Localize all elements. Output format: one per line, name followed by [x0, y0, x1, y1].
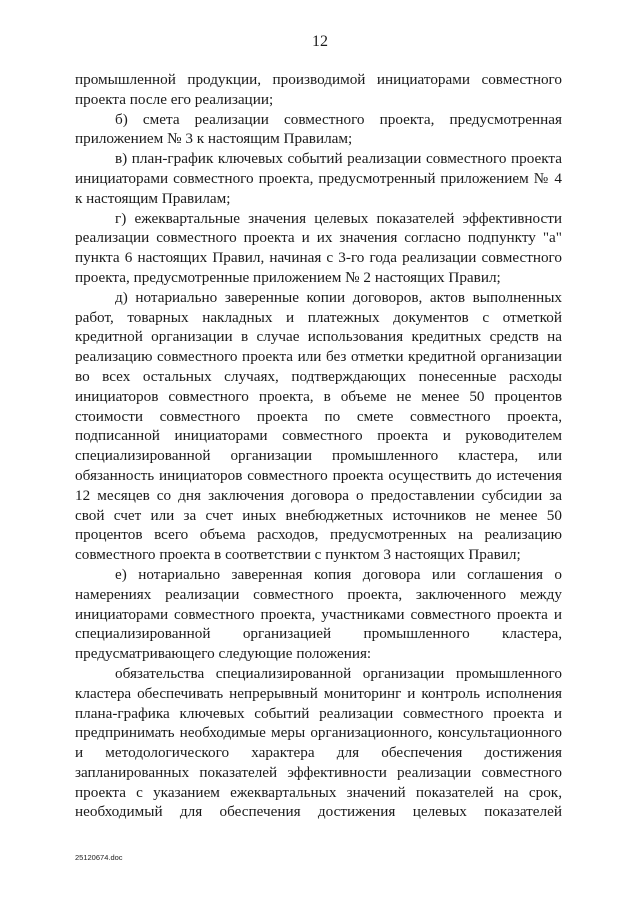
document-filename: 25120674.doc: [75, 853, 123, 862]
paragraph-item-e: е) нотариально заверенная копия договора или соглашения о намерениях реализации совместного проекта, заключенного между инициаторами совместного проекта, участниками совместного проекта и специализированной организацией промышленного кластера, предусматривающего следующие положения:: [75, 565, 562, 663]
paragraph-item-b: б) смета реализации совместного проекта, предусмотренная приложением № 3 к настоящим Правилам;: [75, 110, 562, 148]
page-number: 12: [312, 33, 328, 50]
paragraph-item-g: г) ежеквартальные значения целевых показателей эффективности реализации совместного проекта и их значения согласно подпункту "а" пункта 6 настоящих Правил, начиная с 3-го года реализации совместного проекта, предусмотренные приложением № 2 настоящих Правил;: [75, 209, 562, 286]
document-body: [75, 70, 562, 822]
paragraph-continuation: промышленной продукции, производимой инициаторами совместного проекта после его реализации;: [75, 71, 562, 108]
paragraph-obligations: обязательства специализированной организации промышленного кластера обеспечивать непрерывный мониторинг и контроль исполнения плана-графика ключевых событий реализации совместного проекта и предпринимать необходимые меры организационного, консультационного и методологического характера для обеспечения достижения запланированных показателей эффективности реализации совместного проекта с указанием ежеквартальных значений показателей на срок, необходимый для обеспечения достижения целевых показателей: [75, 664, 562, 821]
paragraph-item-v: в) план-график ключевых событий реализации совместного проекта инициаторами совместного проекта, предусмотренный приложением № 4 к настоящим Правилам;: [75, 150, 562, 207]
paragraph-item-d: д) нотариально заверенные копии договоров, актов выполненных работ, товарных накладных и платежных документов с отметкой кредитной организации в случае использования кредитных средств на реализацию совместного проекта или без отметки кредитной организации во всех остальных случаях, подтверждающих понесенные расходы инициаторов совместного проекта, в объеме не менее 50 процентов стоимости совместного проекта по смете совместного проекта, подписанной инициаторами совместного проекта и руководителем специализированной организации промышленного кластера, или обязанность инициаторов совместного проекта осуществить до истечения 12 месяцев со дня заключения договора о предоставлении субсидии за свой счет или за счет иных внебюджетных источников не менее 50 процентов всего объема расходов, предусмотренных на реализацию совместного проекта в соответствии с пунктом 3 настоящих Правил;: [75, 288, 562, 564]
